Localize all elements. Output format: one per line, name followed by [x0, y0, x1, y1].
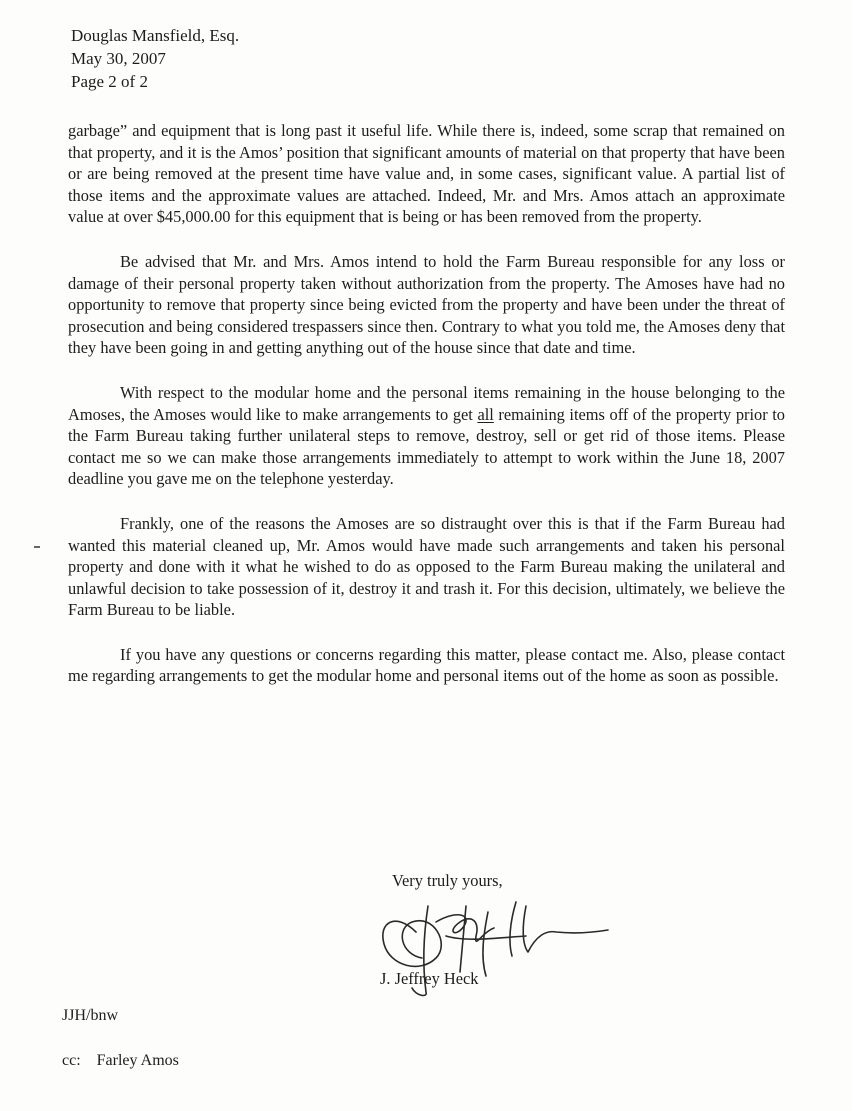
paragraph-modular-home-start: With respect to the modular home and the personal items remaining in the house belonging to the Amoses, the Amoses would like to make arrangements to get	[68, 382, 785, 424]
typist-initials: JJH/bnw	[62, 1007, 119, 1024]
cc-label: cc:	[62, 1052, 81, 1069]
letter-date: May 30, 2007	[71, 49, 166, 68]
closing-salutation: Very truly yours,	[392, 871, 503, 890]
cc-recipient: Farley Amos	[96, 1052, 179, 1069]
paragraph-liability: Be advised that Mr. and Mrs. Amos intend to hold the Farm Bureau responsible for any loss or damage of their personal property taken without authorization from the property. The Amoses have had no opportunity to remove that property since being evicted from the property and have been under the threat of prosecution and being considered trespassers since then. Contrary to what you told me, the Amoses deny that they have been going in and getting anything out of the house since that date and time.	[68, 251, 785, 358]
paragraph-modular-home-end: remaining items off of the property prior to the Farm Bureau taking further unilateral steps to remove, destroy, sell or get rid of those items. Please contact me so we can make those arrangements immediately to attempt to work within the June 18, 2007 deadline you gave me on the telephone yesterday.	[68, 404, 785, 489]
letter-header	[71, 24, 239, 93]
recipient-name: Douglas Mansfield, Esq.	[71, 26, 240, 45]
carbon-copy	[62, 1052, 179, 1070]
paragraph-distraught: Frankly, one of the reasons the Amoses are so distraught over this is that if the Farm Bureau had wanted this material cleaned up, Mr. Amos would have made such arrangements and taken his personal property and done with it what he wished to do as opposed to the Farm Bureau making the unilateral and unlawful decision to take possession of it, destroy it and trash it. For this decision, ultimately, we believe the Farm Bureau to be liable.	[68, 513, 785, 620]
page-number: Page 2 of 2	[71, 72, 148, 91]
paragraph-modular-home	[68, 382, 785, 490]
paragraph-continuation: garbage” and equipment that is long past it useful life. While there is, indeed, some scrap that remained on that property, and it is the Amos’ position that significant amounts of material on that property that have been or are being removed at the present time have value and, in some cases, significant value. A partial list of those items and the approximate values are attached. Indeed, Mr. and Mrs. Amos attach an approximate value at over $45,000.00 for this equipment that is being or has been removed from the property.	[68, 121, 785, 227]
letter-body	[68, 120, 785, 710]
underlined-word: all	[477, 404, 494, 424]
signer-name: J. Jeffrey Heck	[380, 969, 479, 988]
paragraph-contact: If you have any questions or concerns regarding this matter, please contact me. Also, please contact me regarding arrangements to get the modular home and personal items out of the home as soon as possible.	[68, 644, 785, 686]
margin-mark	[34, 546, 40, 548]
